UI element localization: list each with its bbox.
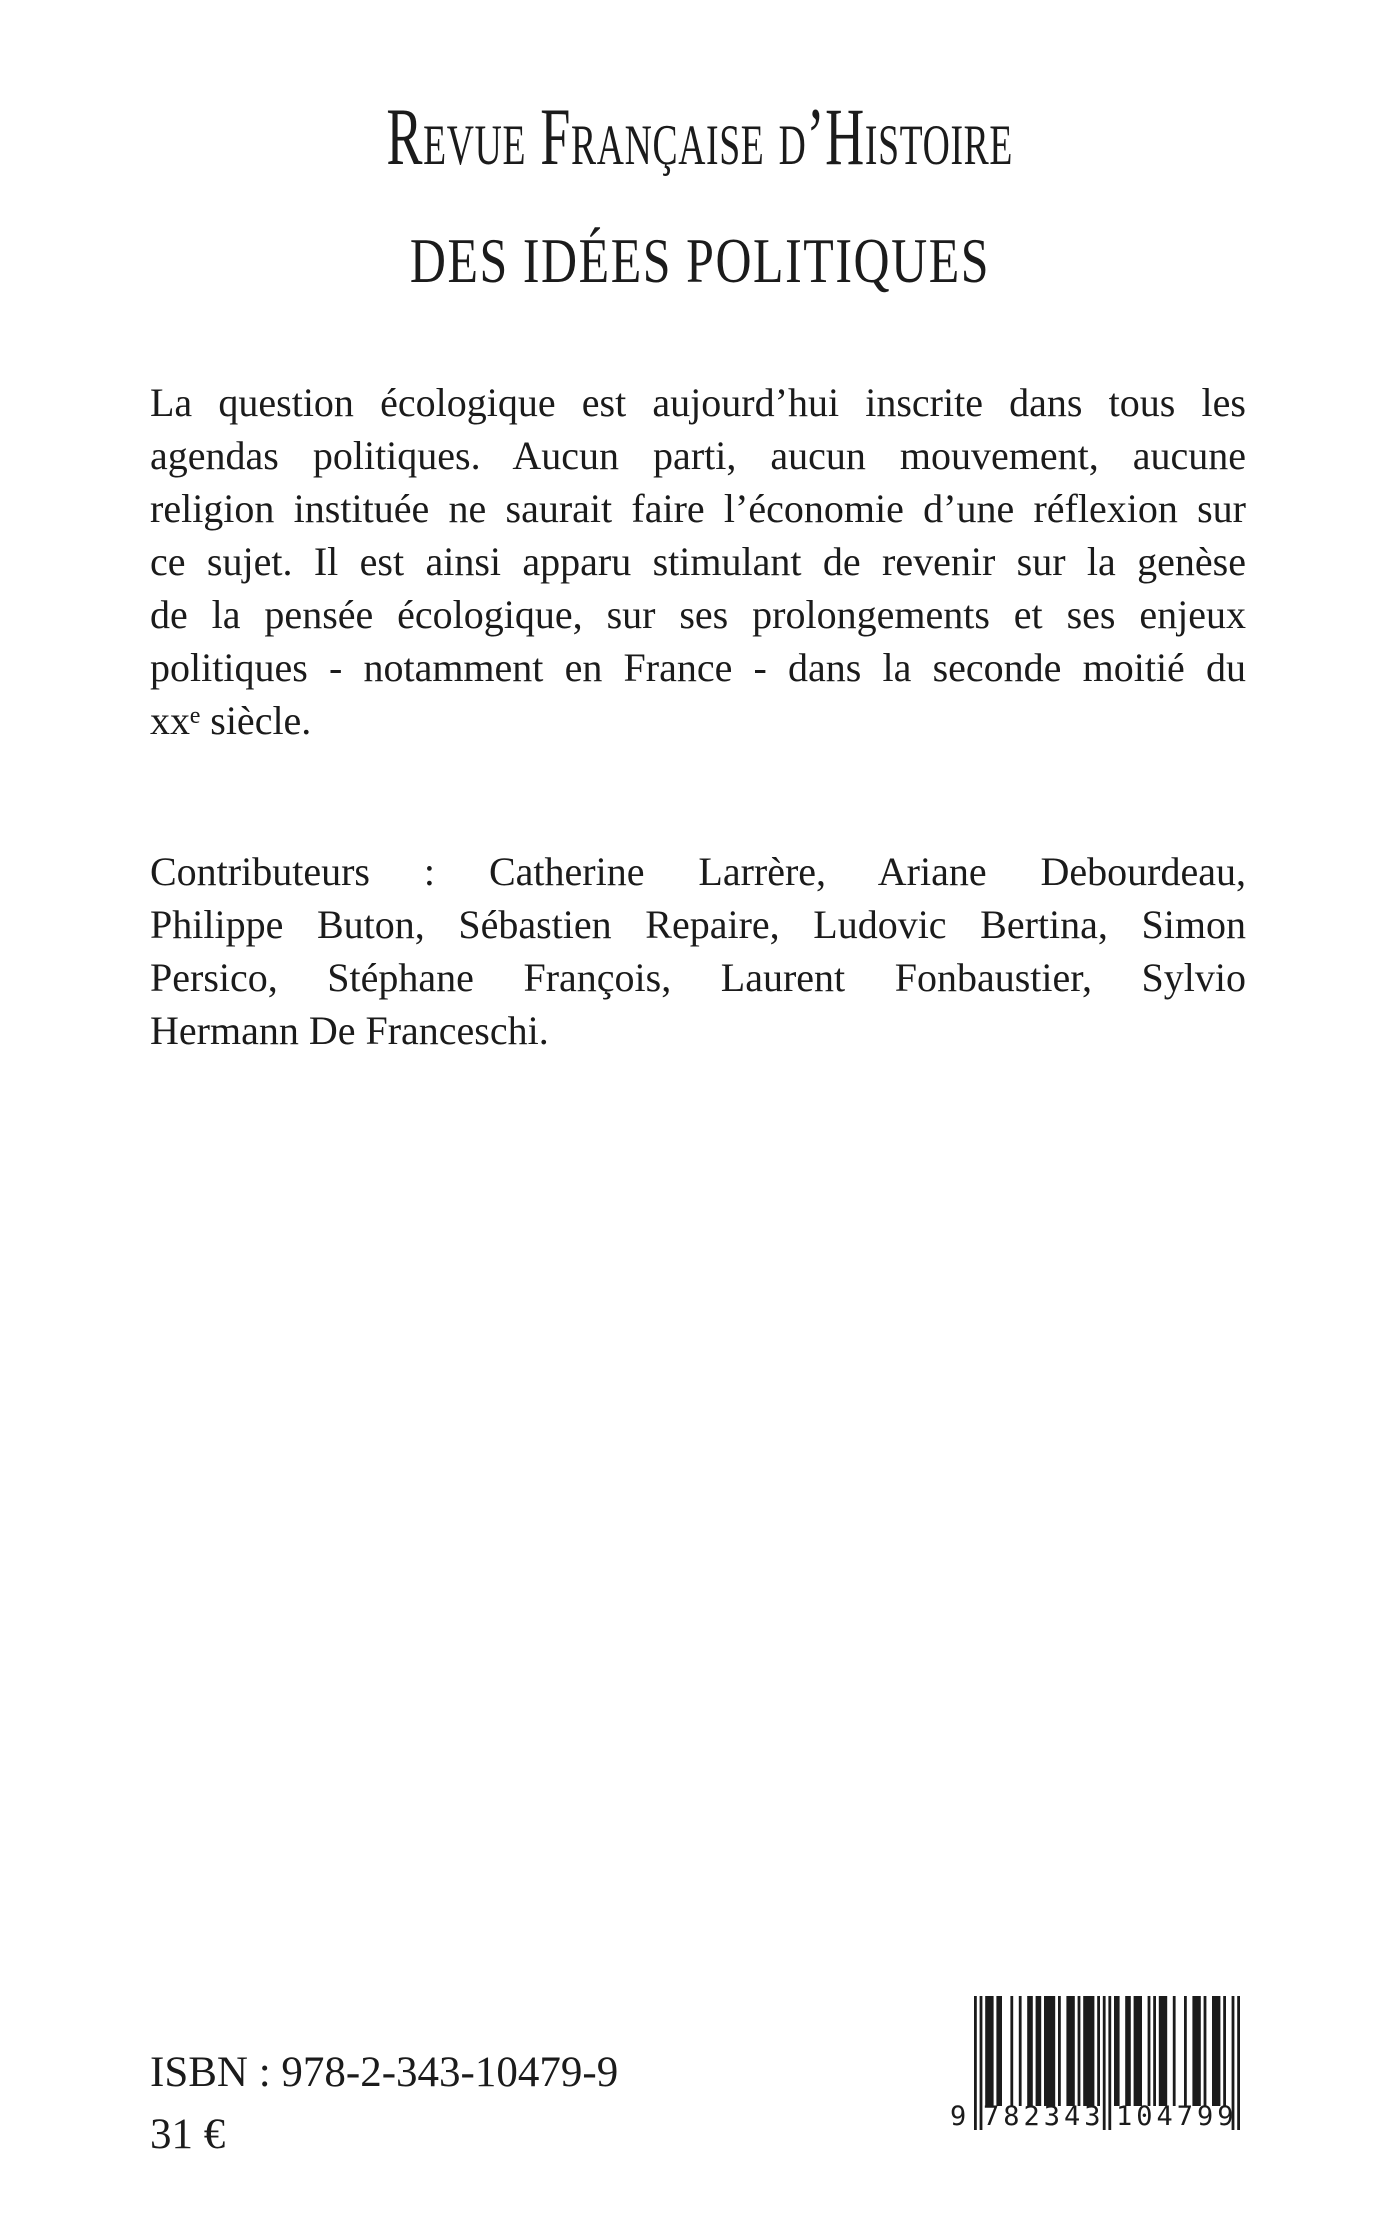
- contributors-paragraph: [150, 845, 1246, 1057]
- barcode-digits: [950, 2102, 1242, 2134]
- text-line: ce sujet. Il est ainsi apparu stimulant de revenir sur la genèse: [150, 539, 1246, 584]
- summary-paragraph: [150, 376, 1246, 747]
- journal-title-line-2: DES IDÉES POLITIQUES: [409, 225, 991, 296]
- text-line: Hermann De Franceschi.: [150, 1008, 549, 1053]
- text-line: xxᵉ siècle.: [150, 698, 312, 743]
- text-line: La question écologique est aujourd’hui inscrite dans tous les: [150, 380, 1246, 425]
- journal-title: [0, 91, 1400, 310]
- barcode-prefix-digit: 9: [950, 2101, 967, 2132]
- text-line: Philippe Buton, Sébastien Repaire, Ludovic Bertina, Simon: [150, 902, 1246, 947]
- barcode-left-group: 782343: [983, 2101, 1105, 2132]
- journal-title-line-1: Revue Française d’Histoire: [386, 91, 1014, 182]
- ean13-barcode: [950, 1996, 1242, 2146]
- text-line: Contributeurs : Catherine Larrère, Ariane Debourdeau,: [150, 849, 1246, 894]
- text-line: agendas politiques. Aucun parti, aucun mouvement, aucune: [150, 433, 1246, 478]
- barcode-right-group: 104799: [1116, 2101, 1238, 2132]
- isbn-text: ISBN : 978-2-343-10479-9: [150, 2049, 619, 2096]
- text-line: de la pensée écologique, sur ses prolongements et ses enjeux: [150, 592, 1246, 637]
- text-line: politiques - notamment en France - dans la seconde moitié du: [150, 645, 1246, 690]
- price-text: 31 €: [150, 2111, 226, 2158]
- text-line: Persico, Stéphane François, Laurent Fonbaustier, Sylvio: [150, 955, 1246, 1000]
- text-line: religion instituée ne saurait faire l’économie d’une réflexion sur: [150, 486, 1246, 531]
